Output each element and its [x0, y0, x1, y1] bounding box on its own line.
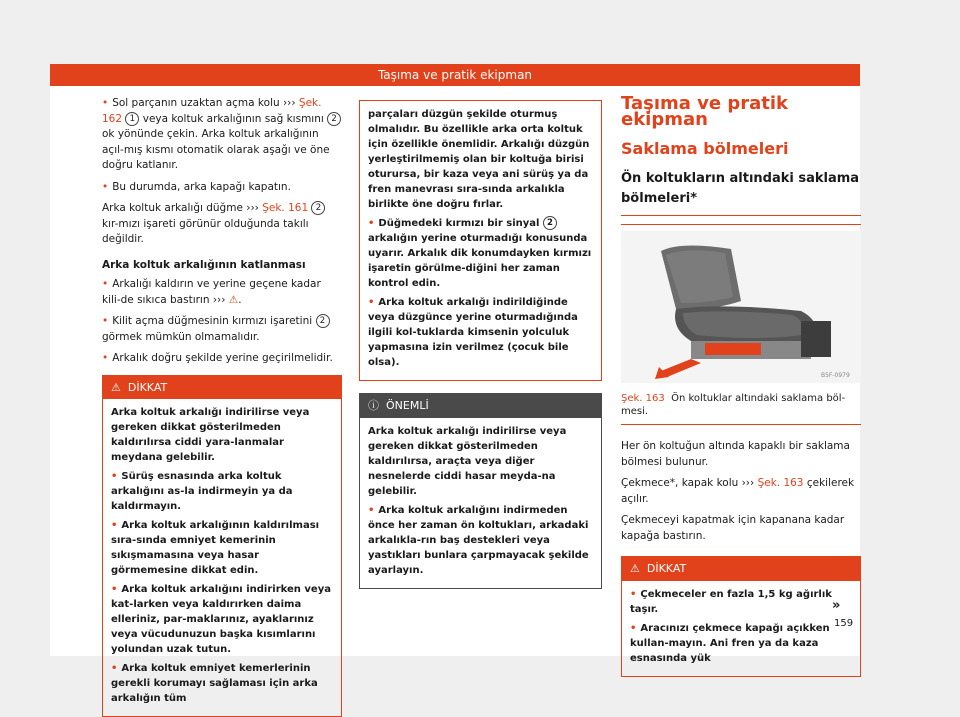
notice-box-body: Arka koltuk arkalığı indirilirse veya gereken dikkat gösterilmeden kaldırılırsa, araçta veya diğer nesnelerde ciddi hasar meyda-na gelebilir. • Arka koltuk arkalığını indirmeden önce her zaman ön koltukları, arkadaki arkalıkla-rın baş destekleri veya yastıkları bunlara çarpmayacak şekilde ayarlayın. [360, 418, 601, 588]
column-left [102, 96, 342, 717]
figure [621, 224, 861, 426]
column-right [621, 96, 861, 677]
warning-icon[interactable]: ⚠ [229, 294, 238, 306]
list-item: • Aracınızı çekmece kapağı açıkken kullan-mayın. Ani fren ya da kaza esnasında yük [630, 621, 852, 666]
paragraph: Her ön koltuğun altında kapaklı bir saklama bölmesi bulunur. [621, 439, 861, 470]
paragraph: Çekmeceyi kapatmak için kapanana kadar kapağa bastırın. [621, 513, 861, 544]
callout-number: 2 [543, 216, 557, 230]
figure-ref[interactable]: Şek. 161 [262, 202, 308, 214]
list-item: • Arka koltuk arkalığını indirmeden önce her zaman ön koltukları, arkadaki arkalıkla-rın baş destekleri veya yastıkları bunlara çarpmayacak şekilde ayarlayın. [368, 503, 593, 578]
column-middle [359, 96, 602, 589]
warning-icon: ⚠ [111, 381, 121, 394]
warning-box-body: Arka koltuk arkalığı indirilirse veya gereken dikkat gösterilmeden kaldırılırsa ciddi yara-lanmalar meydana gelebilir. • Sürüş esnasında arka koltuk arkalığını as-la indirmeyin ya da kaldırmayın. • Arka koltuk arkalığının kaldırılması sıra-sında emniyet kemerinin sıkışmamasına veya hasar görmemesine dikkat edin. • Arka koltuk arkalığını indirirken veya kat-larken veya kaldırırken daima elleriniz, par-maklarınız, ayaklarınız veya vücudunuzun başka kısımlarını yolundan uzak tutun. • Arka koltuk emniyet kemerlerinin gerekli korumayı sağlaması için arka arkalığın tüm [103, 399, 341, 716]
warning-box-header: ⚠ DİKKAT [103, 376, 341, 400]
figure-ref[interactable]: Şek. 163 [758, 477, 804, 489]
page-number: 159 [834, 618, 853, 629]
subheading: Arka koltuk arkalığının katlanması [102, 258, 342, 274]
paragraph: Arka koltuk arkalığı düğme ››› Şek. 161 2 kır-mızı işareti görünür olduğunda takılı değildir. [102, 201, 342, 248]
seat-storage-illustration [621, 231, 861, 383]
figure-code: B5F-0979 [821, 372, 850, 379]
callout-number: 2 [327, 112, 341, 126]
list-item: • Bu durumda, arka kapağı kapatın. [102, 180, 342, 196]
figure-ref[interactable]: Şek. 162 [102, 97, 321, 125]
continue-marker: » [832, 598, 840, 613]
chapter-title: Taşıma ve pratik ekipman [621, 96, 861, 127]
figure-label: Şek. 163 [621, 393, 665, 404]
warning-icon: ⚠ [630, 562, 640, 575]
callout-number: 2 [316, 314, 330, 328]
warning-box-header: ⚠ DİKKAT [622, 557, 860, 581]
list-item: • Arkalığı kaldırın ve yerine geçene kadar kili-de sıkıca bastırın ››› ⚠. [102, 277, 342, 308]
paragraph: Çekmece*, kapak kolu ››› Şek. 163 çekilerek açılır. [621, 476, 861, 507]
list-item: • Sürüş esnasında arka koltuk arkalığını as-la indirmeyin ya da kaldırmayın. [111, 469, 333, 514]
callout-number: 2 [311, 201, 325, 215]
figure-caption: Şek. 163 Ön koltuklar altındaki saklama böl-mesi. [621, 392, 861, 418]
list-item: • Arka koltuk arkalığı indirildiğinde veya düzgünce yerine oturmadığında ilgili kol-tuklarda kimsenin yolculuk yapmasına izin verilmez (çocuk bile olsa). [368, 295, 593, 370]
warning-box-body [622, 581, 860, 676]
warning-box [102, 375, 342, 717]
callout-number: 1 [125, 112, 139, 126]
notice-box-header: ⓘ ÖNEMLİ [360, 394, 601, 418]
list-item: • Arka koltuk emniyet kemerlerinin gerekli korumayı sağlaması için arka arkalığın tüm [111, 661, 333, 706]
list-item: • Sol parçanın uzaktan açma kolu ››› Şek. 162 1 veya koltuk arkalığının sağ kısmını 2 ok yönünde çekin. Arka koltuk arkalığının açıl-mış kısmı otomatik olarak aşağı ve öne doğru katlanır. [102, 96, 342, 174]
list-item: • Arka koltuk arkalığının kaldırılması sıra-sında emniyet kemerinin sıkışmamasına veya hasar görmemesine dikkat edin. [111, 518, 333, 578]
info-icon: ⓘ [368, 399, 379, 412]
running-header: Taşıma ve pratik ekipman [50, 64, 860, 86]
list-item: • Arka koltuk arkalığını indirirken veya kat-larken veya kaldırırken daima elleriniz, par-maklarınız, ayaklarınız veya vücudunuzun başka kısımlarını yolundan uzak tutun. [111, 582, 333, 657]
list-item: • Arkalık doğru şekilde yerine geçirilmelidir. [102, 351, 342, 367]
warning-box-continued: parçaları düzgün şekilde oturmuş olmalıdır. Bu özellikle arka orta koltuk için özellikle önemlidir. Arkalığı düzgün yerleştirilmemiş olan bir koltuğa birisi oturursa, bir kaza veya ani sürüş ya da fren manevrası sıra-sında arkalıkla birlikte öne doğru fırlar. • Düğmedeki kırmızı bir sinyal 2 arkalığın yerine oturmadığı konusunda uyarır. Arkalık dik konumdayken kırmızı işaretin görülme-diğini her zaman kontrol edin. • Arka koltuk arkalığı indirildiğinde veya düzgünce yerine oturmadığında ilgili kol-tuklarda kimsenin yolculuk yapmasına izin verilmez (çocuk bile olsa). [359, 100, 602, 381]
warning-box [621, 556, 861, 677]
list-item: • Düğmedeki kırmızı bir sinyal 2 arkalığın yerine oturmadığı konusunda uyarır. Arkalık dik konumdayken kırmızı işaretin görülme-diğini her zaman kontrol edin. [368, 216, 593, 291]
list-item: • Kilit açma düğmesinin kırmızı işaretini 2 görmek mümkün olmamalıdır. [102, 314, 342, 345]
notice-box [359, 393, 602, 589]
subsection-title: Ön koltukların altındaki saklama bölmeleri* [621, 169, 861, 216]
section-title: Saklama bölmeleri [621, 141, 861, 157]
list-item: • Çekmeceler en fazla 1,5 kg ağırlık taşır. [630, 587, 852, 617]
